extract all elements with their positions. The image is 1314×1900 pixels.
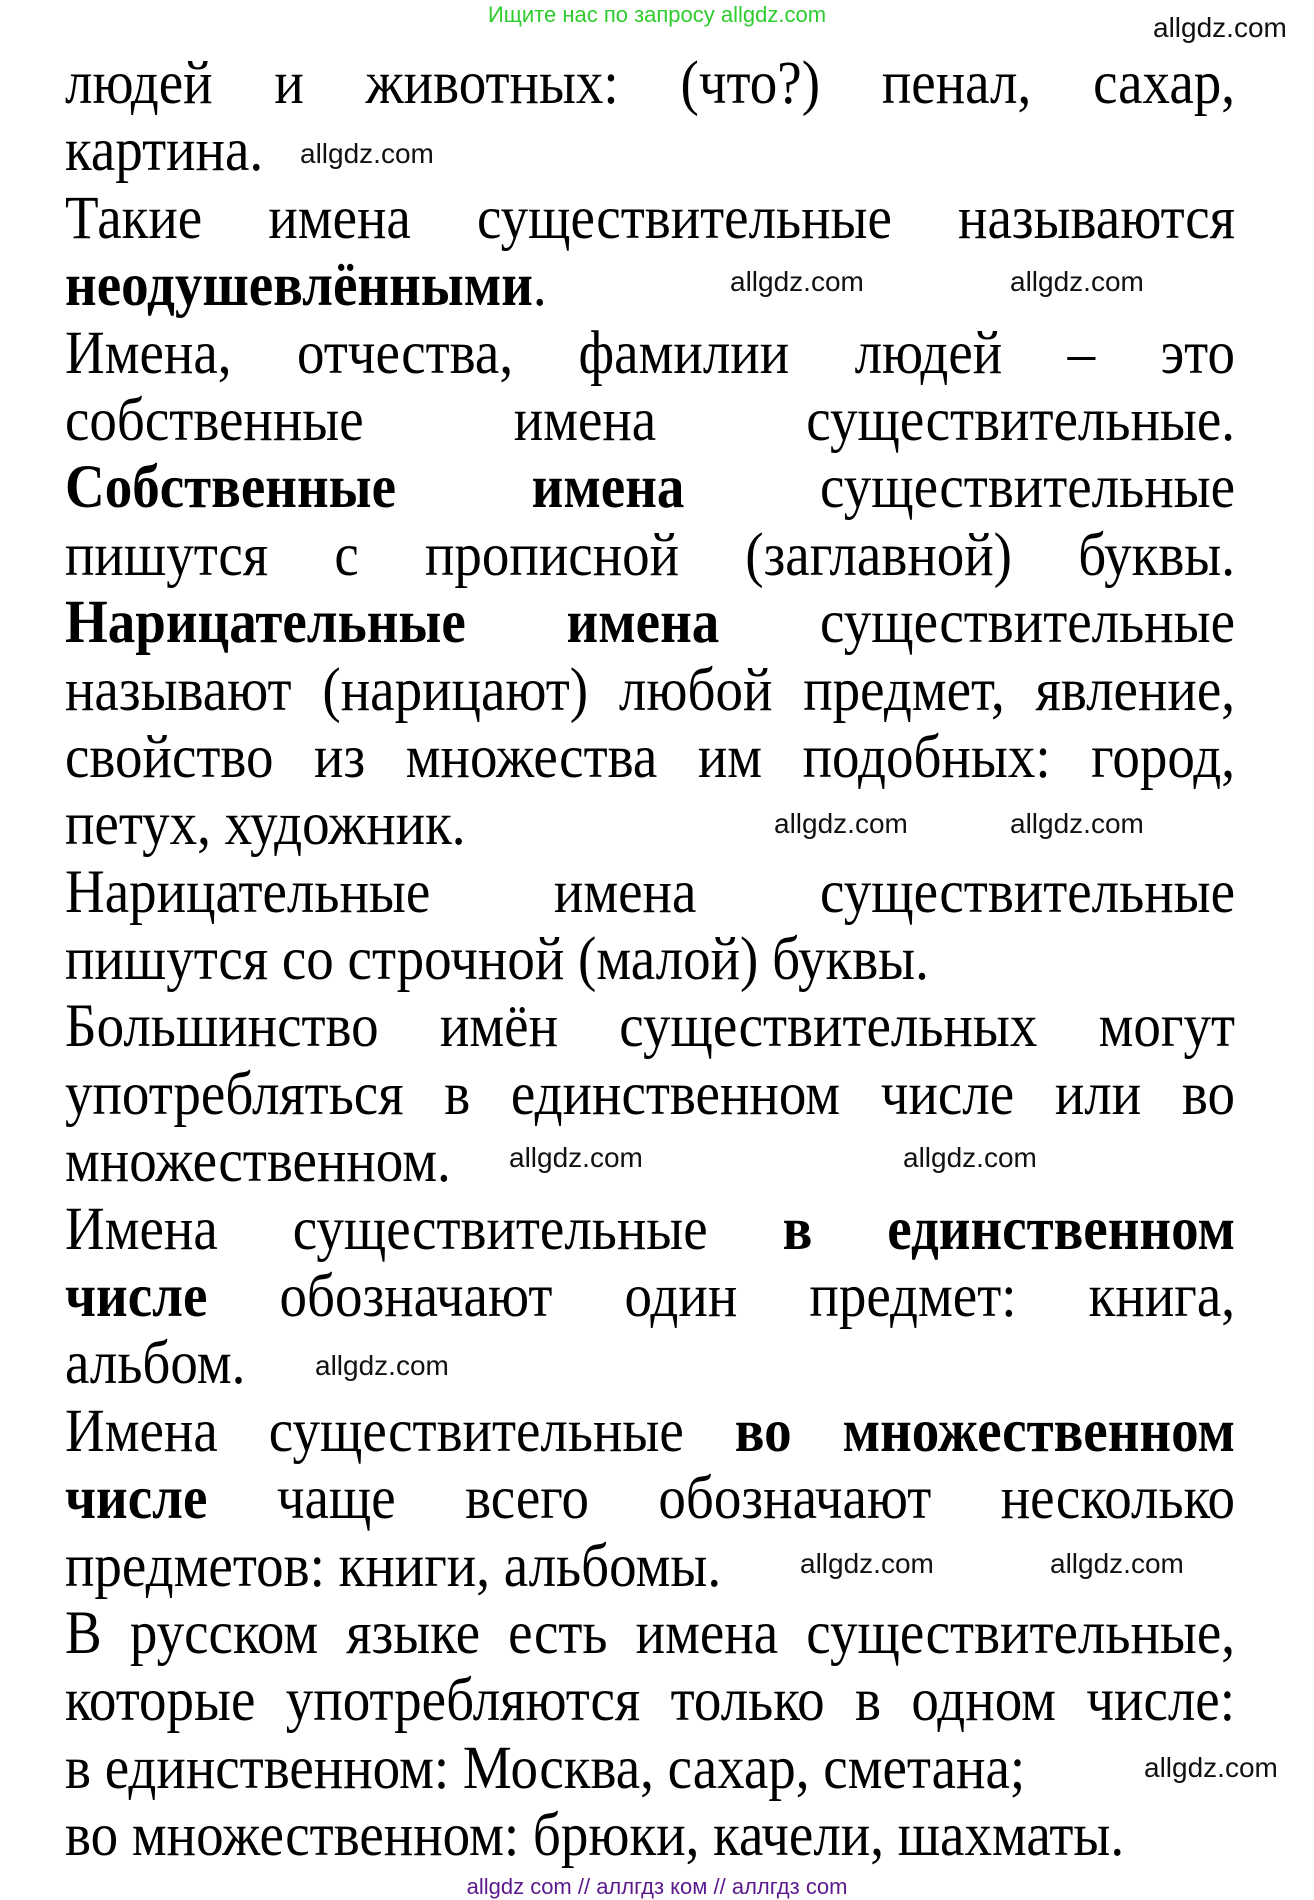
bold-term: во множественном	[734, 1396, 1235, 1465]
bold-term: числе	[65, 1463, 208, 1532]
watermark: allgdz.com	[1010, 266, 1144, 297]
watermark: allgdz.com	[1050, 1548, 1184, 1579]
bold-term: Собственные имена	[65, 452, 685, 521]
text-segment: Нарицательные имена существительные	[65, 857, 1235, 926]
text-segment: называют (нарицают) любой предмет, явление,	[65, 654, 1235, 724]
text-segment: обозначают один предмет: книга,	[207, 1261, 1235, 1330]
text-line	[65, 584, 1235, 659]
watermark: allgdz.com	[730, 266, 864, 297]
header-banner: Ищите нас по запросу allgdz.com	[487, 2, 827, 27]
text-line	[65, 112, 1235, 187]
text-segment: Имена существительные	[65, 1193, 783, 1263]
text-line	[65, 1393, 1235, 1468]
text-segment: альбом.	[65, 1328, 246, 1398]
text-segment: чаще всего обозначают несколько	[207, 1463, 1235, 1532]
watermark: allgdz.com	[1010, 808, 1144, 839]
watermark: allgdz.com	[1144, 1752, 1278, 1783]
text-line	[65, 1191, 1235, 1266]
footer-banner: allgdz com // аллгдз ком // аллгдз com	[466, 1874, 848, 1899]
text-line	[65, 854, 1235, 929]
text-segment: картина.	[65, 115, 264, 185]
document-body	[65, 49, 1235, 1869]
text-line	[65, 1460, 1235, 1535]
text-line	[65, 1595, 1235, 1670]
text-segment: существительные	[719, 587, 1235, 656]
watermark: allgdz.com	[300, 138, 434, 169]
text-line	[65, 921, 1235, 996]
text-line	[65, 382, 1235, 457]
text-segment: в единственном: Москва, сахар, сметана;	[65, 1733, 1026, 1802]
watermark: allgdz.com	[800, 1548, 934, 1579]
text-line	[65, 719, 1235, 794]
text-segment: Такие имена существительные называются	[65, 183, 1235, 252]
text-segment: которые употребляются только в одном числе:	[65, 1665, 1235, 1735]
watermark: allgdz.com	[903, 1142, 1037, 1173]
watermark: allgdz.com	[315, 1350, 449, 1381]
text-segment: Имена существительные	[65, 1396, 735, 1465]
text-segment: Имена, отчества, фамилии людей – это	[65, 317, 1235, 387]
watermark: allgdz.com	[1153, 12, 1287, 43]
text-segment: людей и животных: (что?) пенал, сахар,	[65, 48, 1235, 117]
text-segment: В русском языке есть имена существительные,	[65, 1598, 1235, 1667]
bold-term: Нарицательные имена	[65, 587, 720, 656]
text-line	[65, 1258, 1235, 1333]
text-line	[65, 1056, 1235, 1131]
watermark: allgdz.com	[774, 808, 908, 839]
text-segment: Большинство имён существительных могут	[65, 991, 1235, 1061]
text-segment: .	[532, 250, 547, 319]
text-segment: свойство из множества им подобных: город,	[65, 722, 1235, 791]
text-line	[65, 1730, 1235, 1805]
text-line	[65, 45, 1235, 120]
text-segment: употребляться в единственном числе или во	[65, 1059, 1235, 1128]
text-line	[65, 315, 1235, 390]
bold-term: в единственном	[782, 1193, 1235, 1263]
text-line	[65, 1123, 1235, 1198]
watermark: allgdz.com	[509, 1142, 643, 1173]
text-segment: множественном.	[65, 1126, 451, 1195]
text-segment: собственные имена существительные.	[65, 385, 1235, 454]
text-segment: пишутся со строчной (малой) буквы.	[65, 924, 929, 993]
bold-term: числе	[65, 1261, 208, 1330]
bold-term: неодушевлёнными	[65, 250, 533, 319]
text-segment: существительные	[684, 452, 1235, 521]
text-line	[65, 651, 1235, 726]
text-segment: предметов: книги, альбомы.	[65, 1530, 722, 1600]
text-line	[65, 1325, 1235, 1400]
text-line	[65, 988, 1235, 1063]
text-line	[65, 1662, 1235, 1737]
text-line	[65, 180, 1235, 255]
text-segment: пишутся с прописной (заглавной) буквы.	[65, 520, 1235, 589]
text-segment: петух, художник.	[65, 789, 466, 858]
text-line	[65, 1797, 1235, 1872]
text-line	[65, 449, 1235, 524]
text-segment: во множественном: брюки, качели, шахматы.	[65, 1800, 1125, 1869]
text-line	[65, 517, 1235, 592]
